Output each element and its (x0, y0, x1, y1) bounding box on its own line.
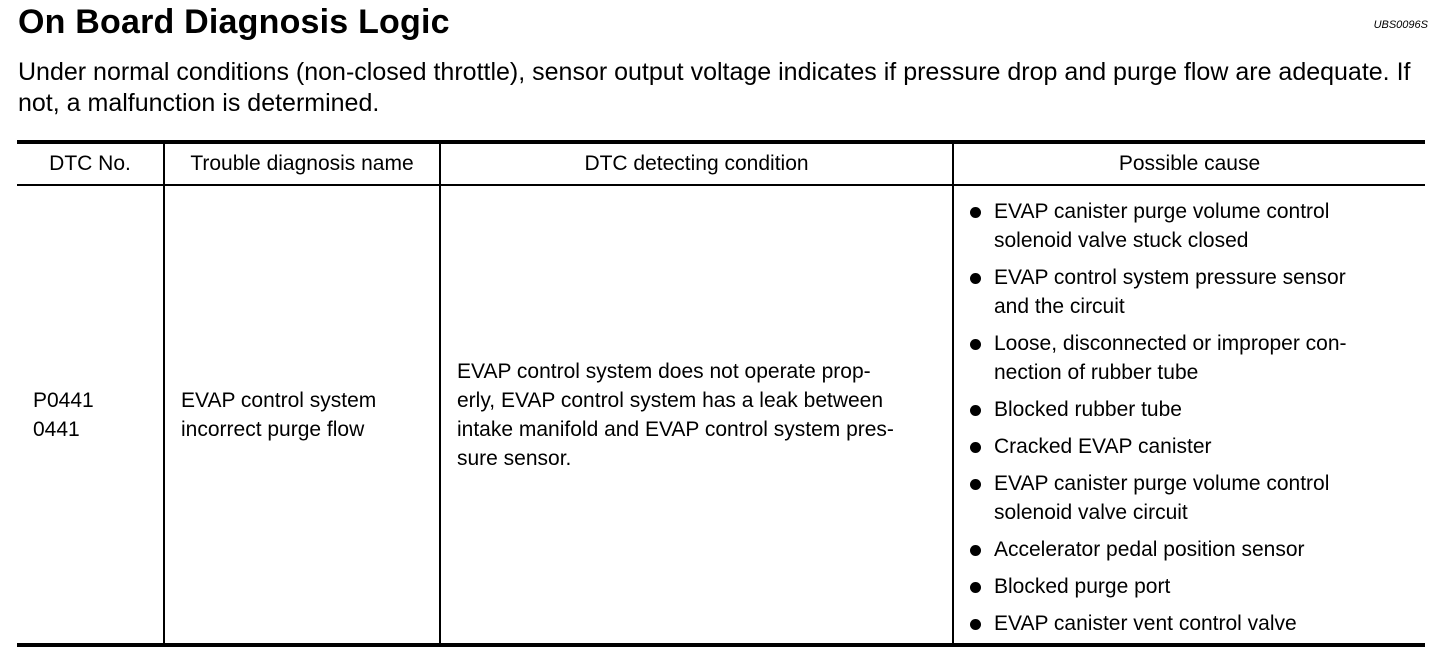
list-item (970, 395, 1415, 424)
cause-line: Cracked EVAP canister (994, 435, 1212, 458)
list-item (970, 469, 1415, 527)
cause-line: Blocked purge port (994, 575, 1171, 598)
bullet-icon (970, 442, 981, 453)
condition-line: intake manifold and EVAP control system pres- (457, 417, 894, 441)
bullet-icon (970, 479, 981, 490)
dtc-code-consult: 0441 (33, 417, 80, 441)
cause-line: Accelerator pedal position sensor (994, 538, 1305, 561)
bullet-icon (970, 619, 981, 630)
cause-line: EVAP control system pressure sensor (994, 266, 1346, 289)
bullet-icon (970, 207, 981, 218)
page-title: On Board Diagnosis Logic (18, 3, 450, 41)
cause-line: Blocked rubber tube (994, 398, 1182, 421)
cause-line: nection of rubber tube (994, 361, 1199, 384)
bullet-icon (970, 273, 981, 284)
condition-line: sure sensor. (457, 446, 572, 470)
list-item (970, 535, 1415, 564)
list-item (970, 572, 1415, 601)
cell-dtc-no (17, 185, 164, 645)
cause-line: Loose, disconnected or improper con- (994, 332, 1347, 355)
reference-code: UBS0096S (1373, 19, 1428, 31)
header-dtc-detecting-condition: DTC detecting condition (440, 142, 953, 185)
cell-detecting-condition (440, 185, 953, 645)
bullet-icon (970, 405, 981, 416)
bullet-icon (970, 339, 981, 350)
cell-possible-cause (953, 185, 1425, 645)
diagnosis-name-line: incorrect purge flow (181, 417, 365, 441)
list-item (970, 329, 1415, 387)
cause-line: solenoid valve circuit (994, 501, 1188, 524)
list-item (970, 263, 1415, 321)
table-row (17, 185, 1425, 645)
cause-line: EVAP canister vent control valve (994, 612, 1297, 635)
list-item (970, 432, 1415, 461)
cell-diagnosis-name (164, 185, 440, 645)
bullet-icon (970, 545, 981, 556)
list-item (970, 197, 1415, 255)
header-dtc-no: DTC No. (17, 142, 164, 185)
condition-line: erly, EVAP control system has a leak between (457, 388, 884, 412)
cause-line: EVAP canister purge volume control (994, 472, 1330, 495)
intro-paragraph: Under normal conditions (non-closed throttle), sensor output voltage indicates if pressure drop and purge flow are adequate. If not, a malfunction is determined. (18, 58, 1411, 117)
possible-cause-list (970, 197, 1415, 638)
list-item (970, 609, 1415, 638)
cause-line: EVAP canister purge volume control (994, 200, 1330, 223)
cause-line: and the circuit (994, 295, 1125, 318)
dtc-table (17, 140, 1425, 647)
header-possible-cause: Possible cause (953, 142, 1425, 185)
header-trouble-diagnosis-name: Trouble diagnosis name (164, 142, 440, 185)
diagnosis-name-line: EVAP control system (181, 388, 377, 412)
condition-line: EVAP control system does not operate prop- (457, 359, 871, 383)
dtc-code-obd: P0441 (33, 388, 94, 412)
cause-line: solenoid valve stuck closed (994, 229, 1249, 252)
bullet-icon (970, 582, 981, 593)
table-header-row (17, 142, 1425, 185)
